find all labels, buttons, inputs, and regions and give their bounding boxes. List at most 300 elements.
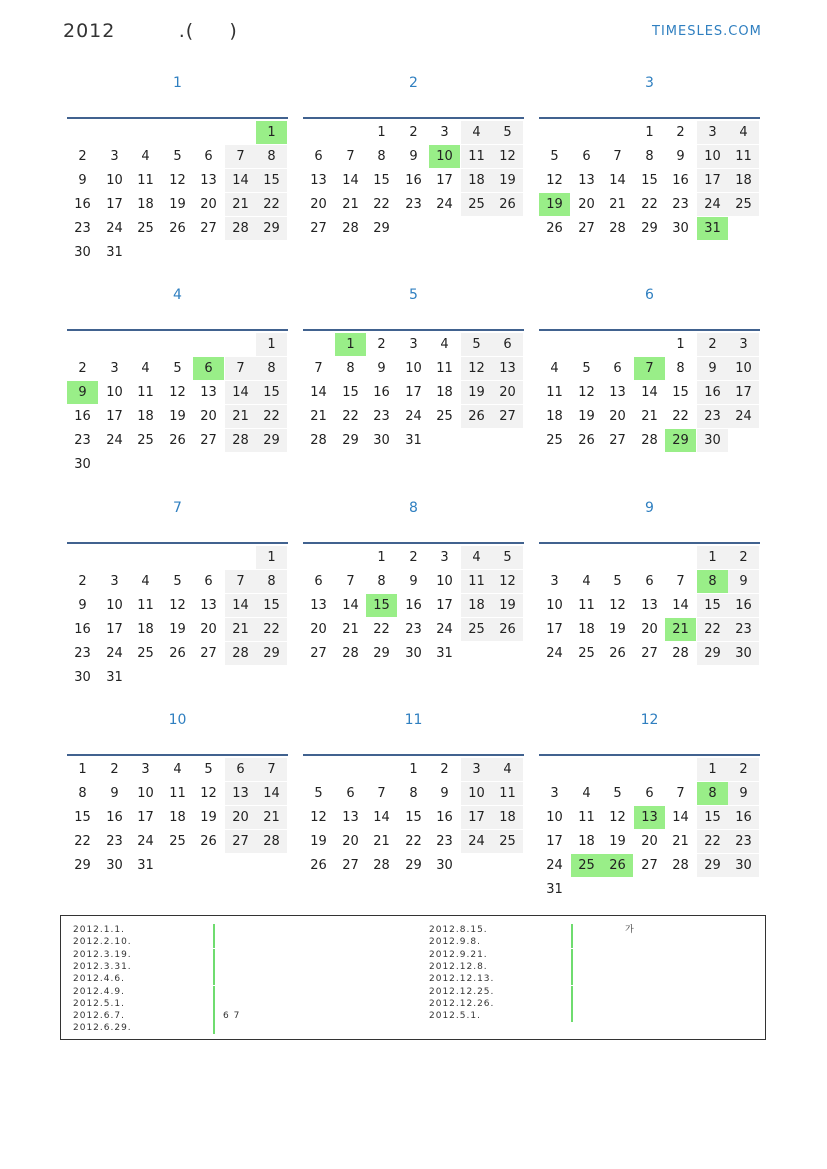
day-cell: 20 (200, 197, 217, 212)
day-cell: 12 (609, 598, 626, 613)
day-cell: 15 (672, 385, 689, 400)
holiday-date: 2012.12.13. (429, 974, 495, 985)
day-cell: 1 (676, 337, 685, 352)
day-cell: 4 (141, 361, 150, 376)
day-cell: 25 (492, 830, 523, 853)
day-cell: 18 (169, 810, 186, 825)
day-cell: 8 (256, 357, 287, 380)
holiday-note-row (61, 973, 765, 985)
day-cell: 26 (461, 405, 492, 428)
day-cell: 25 (137, 646, 154, 661)
day-cell: 16 (74, 409, 91, 424)
month-rule (303, 542, 524, 544)
day-cell: 29 (256, 217, 287, 240)
day-cell: 18 (492, 806, 523, 829)
day-cell: 28 (225, 642, 256, 665)
day-cell: 9 (697, 357, 728, 380)
day-cell: 16 (74, 197, 91, 212)
holiday-note-row (61, 961, 765, 973)
day-cell: 7 (613, 149, 622, 164)
day-cell: 4 (440, 337, 449, 352)
day-cell: 28 (373, 858, 390, 873)
month-title: 7 (173, 500, 182, 516)
day-cell: 21 (373, 834, 390, 849)
day-cell: 22 (405, 834, 422, 849)
day-cell: 18 (546, 409, 563, 424)
day-cell: 30 (106, 858, 123, 873)
day-cell: 10 (546, 598, 563, 613)
day-cell: 26 (169, 433, 186, 448)
day-cell: 2 (697, 333, 728, 356)
day-cell: 1 (697, 758, 728, 781)
day-cell: 13 (641, 598, 658, 613)
day-cell: 28 (256, 830, 287, 853)
day-cell: 14 (256, 782, 287, 805)
day-cell: 15 (256, 381, 287, 404)
day-cell: 23 (672, 197, 689, 212)
day-cell: 7 (676, 786, 685, 801)
month-rule (303, 754, 524, 756)
holiday-marker (213, 1022, 215, 1034)
month-title: 8 (409, 500, 418, 516)
day-cell: 5 (204, 762, 213, 777)
day-cell: 6 (582, 149, 591, 164)
day-cell: 22 (256, 405, 287, 428)
day-cell: 20 (200, 622, 217, 637)
day-cell: 6 (346, 786, 355, 801)
day-cell: 13 (310, 173, 327, 188)
day-cell: 1 (697, 546, 728, 569)
month-title: 9 (645, 500, 654, 516)
day-cell: 18 (578, 622, 595, 637)
day-cell: 19 (310, 834, 327, 849)
day-cell: 20 (609, 409, 626, 424)
holiday-notes-box (60, 915, 766, 1040)
holiday-marker (571, 1010, 573, 1022)
month-title: 1 (173, 75, 182, 91)
holiday-date: 2012.4.9. (73, 986, 125, 997)
day-cell: 15 (373, 173, 390, 188)
day-cell: 1 (409, 762, 418, 777)
day-cell: 18 (137, 197, 154, 212)
holiday-day-cell: 19 (539, 193, 570, 216)
day-cell: 11 (137, 173, 154, 188)
day-cell: 17 (436, 173, 453, 188)
day-cell: 17 (106, 197, 123, 212)
day-cell: 16 (728, 594, 759, 617)
day-cell: 30 (74, 670, 91, 685)
day-cell: 23 (405, 197, 422, 212)
day-cell: 21 (609, 197, 626, 212)
day-cell: 13 (342, 810, 359, 825)
day-cell: 14 (641, 385, 658, 400)
day-cell: 12 (169, 173, 186, 188)
holiday-day-cell: 10 (429, 145, 460, 168)
day-cell: 17 (461, 806, 492, 829)
day-cell: 2 (728, 758, 759, 781)
day-cell: 30 (697, 429, 728, 452)
day-cell: 20 (225, 806, 256, 829)
day-cell: 14 (672, 810, 689, 825)
day-cell: 8 (346, 361, 355, 376)
day-cell: 21 (672, 834, 689, 849)
day-cell: 3 (550, 574, 559, 589)
day-cell: 11 (436, 361, 453, 376)
holiday-date: 2012.9.21. (429, 949, 488, 960)
holiday-date: 2012.6.29. (73, 1023, 132, 1034)
day-cell: 28 (641, 433, 658, 448)
day-cell: 4 (728, 121, 759, 144)
day-cell: 16 (436, 810, 453, 825)
day-cell: 2 (676, 125, 685, 140)
month-rule (539, 329, 760, 331)
day-cell: 19 (492, 169, 523, 192)
day-cell: 23 (728, 830, 759, 853)
day-cell: 27 (609, 433, 626, 448)
day-cell: 6 (314, 149, 323, 164)
day-cell: 3 (440, 125, 449, 140)
day-cell: 5 (173, 574, 182, 589)
day-cell: 21 (225, 193, 256, 216)
day-cell: 20 (641, 834, 658, 849)
holiday-day-cell: 13 (634, 806, 665, 829)
day-cell: 19 (169, 197, 186, 212)
day-cell: 1 (645, 125, 654, 140)
day-cell: 21 (256, 806, 287, 829)
holiday-note-row (61, 1022, 765, 1034)
day-cell: 2 (78, 361, 87, 376)
month-title: 6 (645, 287, 654, 303)
day-cell: 12 (492, 145, 523, 168)
day-cell: 26 (310, 858, 327, 873)
day-cell: 19 (492, 594, 523, 617)
day-cell: 8 (377, 149, 386, 164)
day-cell: 2 (409, 125, 418, 140)
day-cell: 20 (641, 622, 658, 637)
day-cell: 27 (492, 405, 523, 428)
day-cell: 3 (409, 337, 418, 352)
day-cell: 3 (110, 149, 119, 164)
day-cell: 13 (200, 598, 217, 613)
day-cell: 13 (578, 173, 595, 188)
day-cell: 18 (461, 169, 492, 192)
day-cell: 17 (137, 810, 154, 825)
holiday-day-cell: 8 (697, 570, 728, 593)
day-cell: 29 (74, 858, 91, 873)
day-cell: 18 (137, 409, 154, 424)
day-cell: 12 (461, 357, 492, 380)
holiday-marker (571, 924, 573, 936)
day-cell: 27 (310, 221, 327, 236)
day-cell: 23 (74, 646, 91, 661)
day-cell: 25 (436, 409, 453, 424)
holiday-date: 2012.12.25. (429, 986, 495, 997)
day-cell: 24 (697, 193, 728, 216)
day-cell: 29 (641, 221, 658, 236)
month-title: 2 (409, 75, 418, 91)
holiday-date: 2012.5.1. (429, 1011, 481, 1022)
day-cell: 27 (310, 646, 327, 661)
holiday-date: 2012.9.8. (429, 937, 481, 948)
day-cell: 19 (461, 381, 492, 404)
day-cell: 24 (106, 646, 123, 661)
holiday-day-cell: 7 (634, 357, 665, 380)
day-cell: 3 (728, 333, 759, 356)
day-cell: 22 (256, 193, 287, 216)
day-cell: 6 (225, 758, 256, 781)
day-cell: 12 (310, 810, 327, 825)
day-cell: 10 (405, 361, 422, 376)
day-cell: 19 (609, 622, 626, 637)
day-cell: 13 (225, 782, 256, 805)
day-cell: 9 (409, 574, 418, 589)
holiday-marker (571, 998, 573, 1010)
day-cell: 13 (200, 385, 217, 400)
day-cell: 3 (440, 550, 449, 565)
day-cell: 18 (578, 834, 595, 849)
day-cell: 7 (225, 570, 256, 593)
day-cell: 28 (225, 429, 256, 452)
day-cell: 14 (225, 169, 256, 192)
day-cell: 4 (141, 574, 150, 589)
day-cell: 24 (436, 622, 453, 637)
day-cell: 27 (200, 646, 217, 661)
day-cell: 28 (342, 221, 359, 236)
day-cell: 7 (225, 145, 256, 168)
day-cell: 24 (728, 405, 759, 428)
day-cell: 13 (200, 173, 217, 188)
day-cell: 21 (225, 405, 256, 428)
day-cell: 31 (106, 670, 123, 685)
day-cell: 27 (641, 858, 658, 873)
day-cell: 11 (461, 570, 492, 593)
day-cell: 27 (200, 221, 217, 236)
day-cell: 30 (728, 642, 759, 665)
day-cell: 17 (697, 169, 728, 192)
day-cell: 1 (256, 333, 287, 356)
day-cell: 19 (609, 834, 626, 849)
day-cell: 24 (106, 221, 123, 236)
day-cell: 26 (492, 193, 523, 216)
holiday-date: 2012.12.26. (429, 998, 495, 1009)
day-cell: 31 (405, 433, 422, 448)
day-cell: 24 (405, 409, 422, 424)
day-cell: 2 (78, 149, 87, 164)
day-cell: 23 (436, 834, 453, 849)
day-cell: 14 (225, 594, 256, 617)
day-cell: 28 (225, 217, 256, 240)
holiday-note-row (61, 924, 765, 936)
day-cell: 12 (578, 385, 595, 400)
day-cell: 29 (697, 854, 728, 877)
day-cell: 23 (405, 622, 422, 637)
day-cell: 20 (492, 381, 523, 404)
day-cell: 10 (106, 173, 123, 188)
day-cell: 7 (314, 361, 323, 376)
day-cell: 18 (728, 169, 759, 192)
day-cell: 25 (461, 618, 492, 641)
day-cell: 1 (377, 550, 386, 565)
day-cell: 14 (672, 598, 689, 613)
day-cell: 7 (676, 574, 685, 589)
day-cell: 27 (225, 830, 256, 853)
day-cell: 3 (461, 758, 492, 781)
day-cell: 23 (106, 834, 123, 849)
day-cell: 23 (697, 405, 728, 428)
day-cell: 9 (728, 570, 759, 593)
month-rule (539, 117, 760, 119)
day-cell: 21 (342, 197, 359, 212)
day-cell: 14 (225, 381, 256, 404)
day-cell: 5 (492, 546, 523, 569)
day-cell: 9 (110, 786, 119, 801)
holiday-marker (571, 973, 573, 985)
day-cell: 8 (256, 145, 287, 168)
month-rule (303, 117, 524, 119)
holiday-day-cell: 31 (697, 217, 728, 240)
holiday-marker (571, 961, 573, 973)
day-cell: 22 (373, 197, 390, 212)
day-cell: 12 (200, 786, 217, 801)
day-cell: 15 (697, 594, 728, 617)
day-cell: 11 (137, 598, 154, 613)
day-cell: 12 (546, 173, 563, 188)
holiday-name: 가 (625, 925, 635, 935)
day-cell: 22 (74, 834, 91, 849)
day-cell: 30 (74, 457, 91, 472)
day-cell: 29 (697, 642, 728, 665)
day-cell: 29 (256, 642, 287, 665)
holiday-day-cell: 15 (366, 594, 397, 617)
day-cell: 2 (409, 550, 418, 565)
day-cell: 4 (492, 758, 523, 781)
day-cell: 20 (310, 622, 327, 637)
day-cell: 22 (697, 618, 728, 641)
day-cell: 25 (137, 221, 154, 236)
day-cell: 10 (461, 782, 492, 805)
day-cell: 9 (440, 786, 449, 801)
day-cell: 11 (546, 385, 563, 400)
day-cell: 24 (461, 830, 492, 853)
day-cell: 17 (546, 622, 563, 637)
month-rule (539, 754, 760, 756)
day-cell: 19 (200, 810, 217, 825)
day-cell: 24 (106, 433, 123, 448)
holiday-day-cell: 6 (193, 357, 224, 380)
site-link[interactable]: TIMESLES.COM (652, 24, 762, 39)
day-cell: 24 (436, 197, 453, 212)
holiday-marker (571, 949, 573, 961)
day-cell: 13 (310, 598, 327, 613)
day-cell: 25 (728, 193, 759, 216)
day-cell: 30 (373, 433, 390, 448)
holiday-note-row (61, 949, 765, 961)
day-cell: 30 (728, 854, 759, 877)
day-cell: 28 (310, 433, 327, 448)
day-cell: 13 (492, 357, 523, 380)
day-cell: 12 (169, 598, 186, 613)
day-cell: 3 (141, 762, 150, 777)
day-cell: 22 (672, 409, 689, 424)
day-cell: 2 (440, 762, 449, 777)
day-cell: 16 (405, 598, 422, 613)
day-cell: 29 (373, 221, 390, 236)
month-rule (67, 542, 288, 544)
day-cell: 22 (373, 622, 390, 637)
day-cell: 25 (169, 834, 186, 849)
day-cell: 17 (405, 385, 422, 400)
month-title: 5 (409, 287, 418, 303)
day-cell: 8 (78, 786, 87, 801)
day-cell: 4 (173, 762, 182, 777)
day-cell: 30 (672, 221, 689, 236)
day-cell: 4 (141, 149, 150, 164)
day-cell: 11 (137, 385, 154, 400)
month-title: 10 (168, 712, 187, 728)
day-cell: 27 (578, 221, 595, 236)
holiday-day-cell: 8 (697, 782, 728, 805)
day-cell: 10 (137, 786, 154, 801)
day-cell: 26 (200, 834, 217, 849)
day-cell: 5 (492, 121, 523, 144)
day-cell: 11 (492, 782, 523, 805)
day-cell: 29 (373, 646, 390, 661)
day-cell: 6 (492, 333, 523, 356)
holiday-marker (571, 936, 573, 948)
day-cell: 5 (461, 333, 492, 356)
day-cell: 25 (137, 433, 154, 448)
day-cell: 6 (204, 149, 213, 164)
day-cell: 20 (200, 409, 217, 424)
day-cell: 11 (578, 810, 595, 825)
day-cell: 30 (405, 646, 422, 661)
month-rule (303, 329, 524, 331)
day-cell: 6 (613, 361, 622, 376)
day-cell: 28 (672, 646, 689, 661)
holiday-note-row (61, 1010, 765, 1022)
day-cell: 29 (256, 429, 287, 452)
day-cell: 28 (342, 646, 359, 661)
holiday-date: 2012.5.1. (73, 998, 125, 1009)
day-cell: 6 (314, 574, 323, 589)
day-cell: 20 (342, 834, 359, 849)
day-cell: 17 (728, 381, 759, 404)
day-cell: 17 (546, 834, 563, 849)
day-cell: 8 (645, 149, 654, 164)
holiday-note-row (61, 986, 765, 998)
day-cell: 22 (697, 830, 728, 853)
day-cell: 1 (256, 546, 287, 569)
day-cell: 15 (405, 810, 422, 825)
day-cell: 18 (461, 594, 492, 617)
day-cell: 22 (342, 409, 359, 424)
holiday-day-cell: 26 (602, 854, 633, 877)
day-cell: 12 (492, 570, 523, 593)
holiday-date: 2012.4.6. (73, 974, 125, 985)
day-cell: 6 (645, 786, 654, 801)
day-cell: 28 (609, 221, 626, 236)
day-cell: 10 (106, 598, 123, 613)
day-cell: 20 (578, 197, 595, 212)
day-cell: 16 (672, 173, 689, 188)
day-cell: 13 (609, 385, 626, 400)
day-cell: 10 (436, 574, 453, 589)
day-cell: 7 (346, 574, 355, 589)
holiday-date: 2012.6.7. (73, 1011, 125, 1022)
holiday-date: 2012.3.19. (73, 949, 132, 960)
day-cell: 6 (645, 574, 654, 589)
holiday-date: 2012.2.10. (73, 937, 132, 948)
